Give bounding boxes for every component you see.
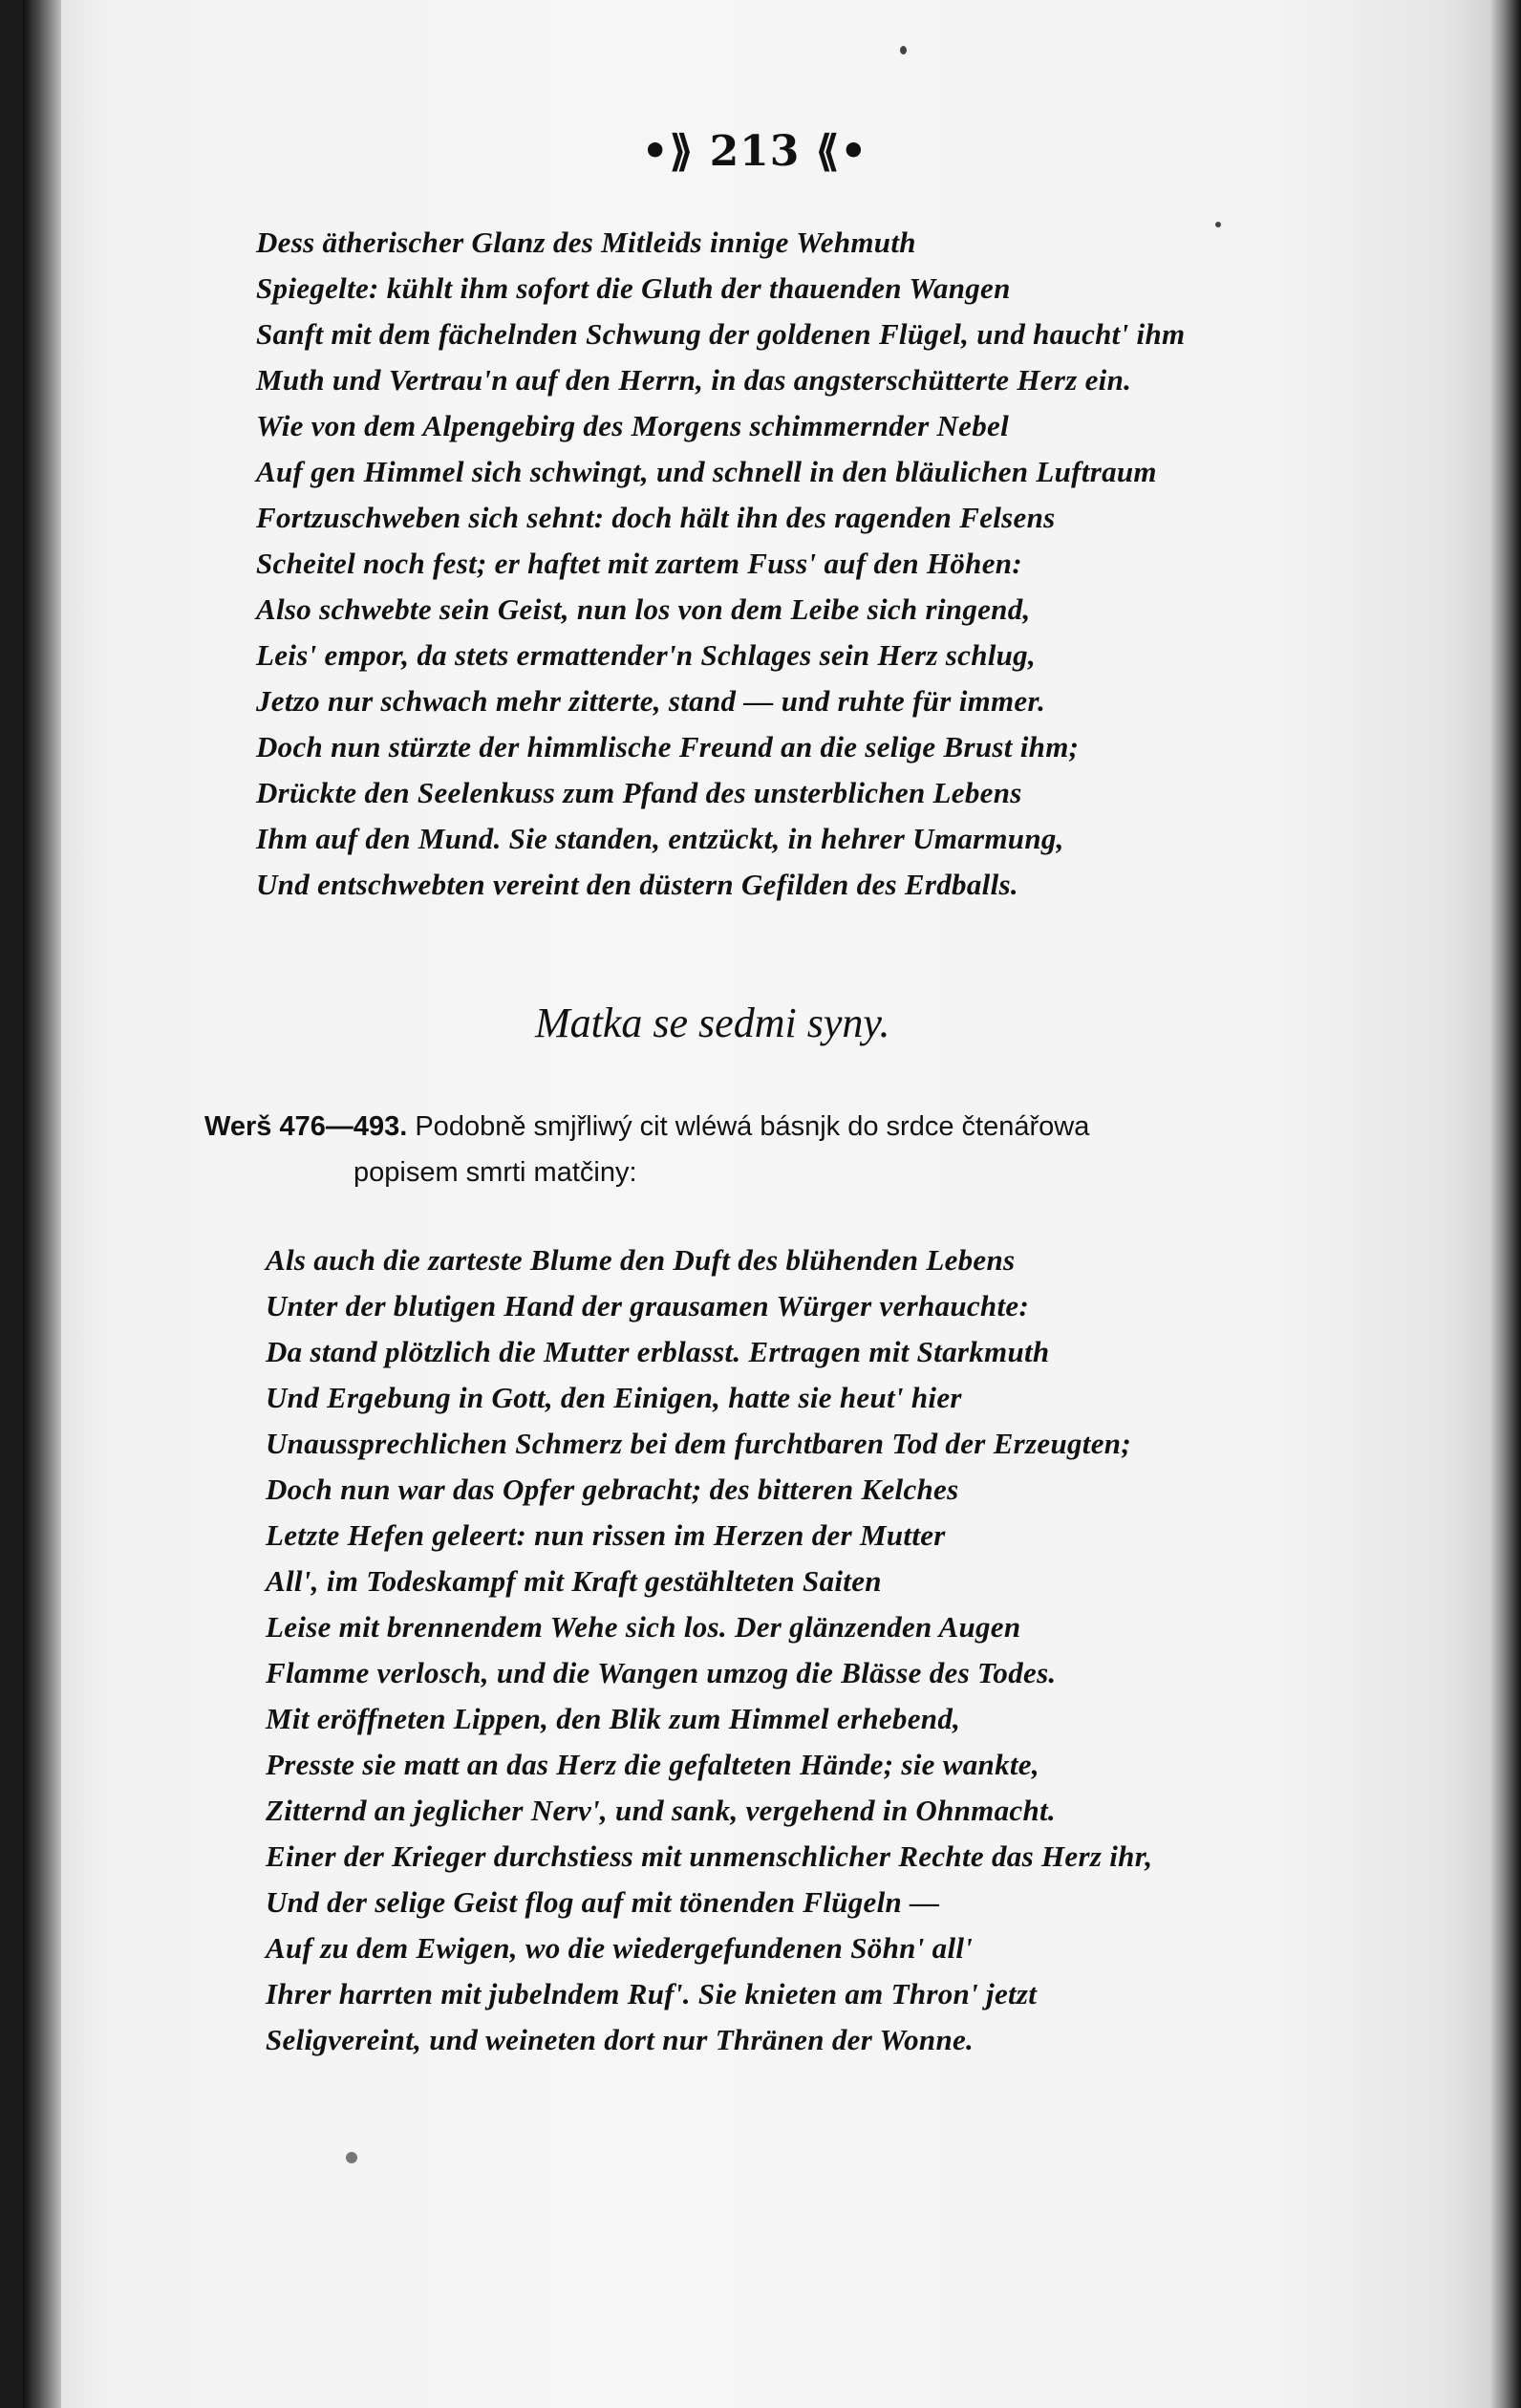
commentary-text: Podobně smjřliwý cit wléwá básnjk do srdce čtenářowa	[415, 1111, 1090, 1142]
print-speck	[1215, 222, 1221, 227]
page-number-value: 213	[709, 127, 801, 176]
page-number-ornament-left: •⟫	[641, 127, 695, 176]
page-number-ornament-right: ⟪•	[815, 127, 868, 176]
verse-line: Doch nun war das Opfer gebracht; des bitteren Kelches	[266, 1473, 959, 1506]
verse-line: Auf gen Himmel sich schwingt, und schnell in den bläulichen Luftraum	[256, 455, 1157, 488]
verse-line: Spiegelte: kühlt ihm sofort die Gluth der thauenden Wangen	[256, 271, 1011, 305]
verse-line: Sanft mit dem fächelnden Schwung der goldenen Flügel, und haucht' ihm	[256, 317, 1186, 351]
verse-line: Scheitel noch fest; er haftet mit zartem Fuss' auf den Höhen:	[256, 547, 1022, 580]
print-speck	[346, 2152, 357, 2163]
verse-line: Muth und Vertrau'n auf den Herrn, in das angsterschütterte Herz ein.	[256, 363, 1132, 397]
verse-line: Leis' empor, da stets ermattender'n Schlages sein Herz schlug,	[256, 638, 1037, 672]
verse-line: Also schwebte sein Geist, nun los von dem Leibe sich ringend,	[256, 592, 1031, 626]
verse-line: Jetzo nur schwach mehr zitterte, stand — und ruhte für immer.	[256, 684, 1046, 718]
verse-line: Unaussprechlichen Schmerz bei dem furchtbaren Tod der Erzeugten;	[266, 1427, 1131, 1460]
verse-line: Doch nun stürzte der himmlische Freund an die selige Brust ihm;	[256, 730, 1080, 763]
commentary-line	[204, 1104, 1089, 1150]
verse-line: Ihrer harrten mit jubelndem Ruf'. Sie knieten am Thron' jetzt	[266, 1977, 1038, 2010]
verse-line: Und Ergebung in Gott, den Einigen, hatte sie heut' hier	[266, 1381, 962, 1414]
book-gutter-shadow	[23, 0, 61, 2408]
verse-line: Als auch die zarteste Blume den Duft des blühenden Lebens	[266, 1243, 1016, 1277]
verse-block-german-2	[266, 1237, 1152, 2063]
verse-line: Da stand plötzlich die Mutter erblasst. Ertragen mit Starkmuth	[266, 1335, 1050, 1368]
verse-block-german-1	[256, 220, 1185, 908]
verse-reference: Werš 476—493.	[204, 1111, 408, 1142]
print-speck	[900, 46, 907, 54]
verse-line: Ihm auf den Mund. Sie standen, entzückt, in hehrer Umarmung,	[256, 822, 1064, 855]
verse-line: Seligvereint, und weineten dort nur Thränen der Wonne.	[266, 2023, 975, 2056]
verse-line: Letzte Hefen geleert: nun rissen im Herzen der Mutter	[266, 1518, 946, 1552]
verse-line: Zitternd an jeglicher Nerv', und sank, vergehend in Ohnmacht.	[266, 1794, 1056, 1827]
verse-line: Fortzuschweben sich sehnt: doch hält ihn des ragenden Felsens	[256, 501, 1056, 534]
verse-line: Flamme verlosch, und die Wangen umzog die Blässe des Todes.	[266, 1656, 1057, 1689]
verse-line: Einer der Krieger durchstiess mit unmenschlicher Rechte das Herz ihr,	[266, 1839, 1153, 1873]
verse-line: Mit eröffneten Lippen, den Blik zum Himmel erhebend,	[266, 1702, 961, 1735]
verse-line: Unter der blutigen Hand der grausamen Würger verhauchte:	[266, 1289, 1030, 1322]
verse-line: Auf zu dem Ewigen, wo die wiedergefundenen Söhn' all'	[266, 1931, 974, 1965]
section-heading: Matka se sedmi syny.	[535, 1000, 890, 1046]
verse-line: Presste sie matt an das Herz die gefalteten Hände; sie wankte,	[266, 1748, 1039, 1781]
commentary-line-continued: popisem smrti matčiny:	[353, 1157, 637, 1188]
verse-line: Und der selige Geist flog auf mit tönenden Flügeln —	[266, 1885, 940, 1919]
verse-line: Wie von dem Alpengebirg des Morgens schimmernder Nebel	[256, 409, 1010, 442]
verse-line: Leise mit brennendem Wehe sich los. Der glänzenden Augen	[266, 1610, 1021, 1644]
verse-line: Drückte den Seelenkuss zum Pfand des unsterblichen Lebens	[256, 776, 1022, 809]
page-edge-shadow	[1490, 0, 1521, 2408]
verse-line: Dess ätherischer Glanz des Mitleids innige Wehmuth	[256, 226, 916, 259]
verse-line: Und entschwebten vereint den düstern Gefilden des Erdballs.	[256, 868, 1018, 901]
page-number	[611, 127, 898, 176]
verse-line: All', im Todeskampf mit Kraft gestählteten Saiten	[266, 1564, 882, 1598]
